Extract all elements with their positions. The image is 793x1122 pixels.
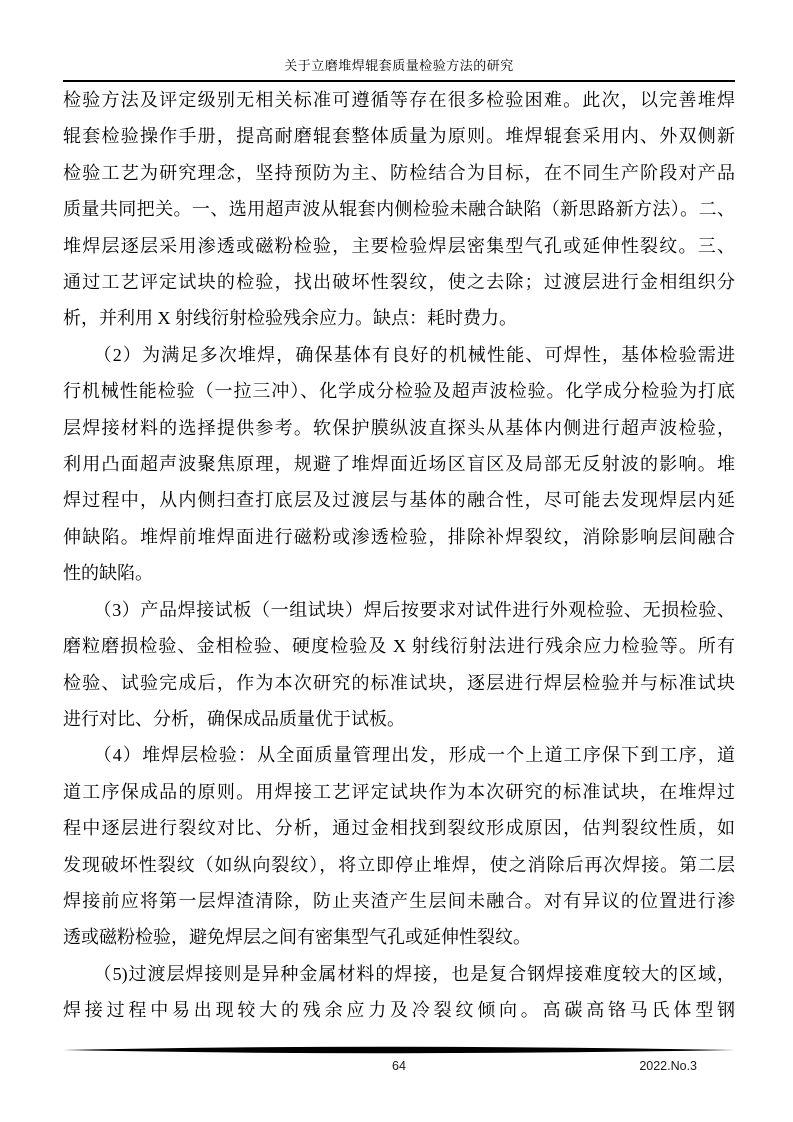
text-line: （3）产品焊接试板（一组试块）焊后按要求对试件进行外观检验、无损检验、 <box>93 599 735 620</box>
text-line: 通过工艺评定试块的检验，找出破坏性裂纹，使之去除；过渡层进行金相组织分 <box>63 272 735 293</box>
paragraph <box>63 82 735 337</box>
text-line: 质量共同把关。一、选用超声波从辊套内侧检验未融合缺陷（新思路新方法）。二、 <box>63 199 735 220</box>
text-line: 透或磁粉检验，避免焊层之间有密集型气孔或延伸性裂纹。 <box>63 927 531 948</box>
text-line: 焊接前应将第一层焊渣清除，防止夹渣产生层间未融合。对有异议的位置进行渗 <box>63 890 735 911</box>
page-footer <box>63 1046 735 1075</box>
document-body <box>63 82 735 1029</box>
text-line: 伸缺陷。堆焊前堆焊面进行磁粉或渗透检验，排除补焊裂纹，消除影响层间融合 <box>63 526 735 547</box>
footer-row <box>63 1057 735 1075</box>
text-line: 性的缺陷。 <box>63 563 153 584</box>
page-header <box>63 0 735 82</box>
text-line: 堆焊层逐层采用渗透或磁粉检验，主要检验焊层密集型气孔或延伸性裂纹。三、 <box>63 235 735 256</box>
text-line: 检验方法及评定级别无相关标准可遵循等存在很多检验困难。此次，以完善堆焊 <box>63 90 735 110</box>
footer-divider <box>63 1046 735 1054</box>
header-title: 关于立磨堆焊辊套质量检验方法的研究 <box>284 58 514 73</box>
issue-label: 2022.No.3 <box>639 1058 697 1073</box>
text-line: （2）为满足多次堆焊，确保基体有良好的机械性能、可焊性，基体检验需进 <box>93 344 735 365</box>
paragraph <box>63 337 735 592</box>
text-line: 磨粒磨损检验、金相检验、硬度检验及 X 射线衍射法进行残余应力检验等。所有 <box>63 636 735 657</box>
paragraph <box>63 737 735 955</box>
text-line: 层焊接材料的选择提供参考。软保护膜纵波直探头从基体内侧进行超声波检验， <box>63 417 735 438</box>
text-line: 焊过程中，从内侧扫查打底层及过渡层与基体的融合性，尽可能去发现焊层内延 <box>63 490 735 511</box>
text-line: 道工序保成品的原则。用焊接工艺评定试块作为本次研究的标准试块，在堆焊过 <box>63 781 735 802</box>
page-number-label: 64 <box>392 1058 406 1073</box>
text-line: 程中逐层进行裂纹对比、分析，通过金相找到裂纹形成原因，估判裂纹性质，如 <box>63 818 735 839</box>
text-line: （5)过渡层焊接则是异种金属材料的焊接，也是复合钢焊接难度较大的区域， <box>93 963 735 984</box>
text-line: 进行对比、分析，确保成品质量优于试板。 <box>63 708 405 729</box>
text-line: 检验、试验完成后，作为本次研究的标准试块，逐层进行焊层检验并与标准试块 <box>63 672 735 693</box>
text-line: 析，并利用 X 射线衍射检验残余应力。缺点：耗时费力。 <box>63 308 517 329</box>
text-line: （4）堆焊层检验：从全面质量管理出发，形成一个上道工序保下到工序，道 <box>93 745 735 766</box>
paragraph <box>63 592 735 738</box>
text-line: 行机械性能检验（一拉三冲）、化学成分检验及超声波检验。化学成分检验为打底 <box>63 381 735 402</box>
text-line: 利用凸面超声波聚焦原理，规避了堆焊面近场区盲区及局部无反射波的影响。堆 <box>63 454 735 475</box>
text-line: 发现破坏性裂纹（如纵向裂纹），将立即停止堆焊，使之消除后再次焊接。第二层 <box>63 854 735 875</box>
text-line: 焊接过程中易出现较大的残余应力及冷裂纹倾向。高碳高铬马氏体型钢 <box>63 1000 735 1021</box>
text-line: 检验工艺为研究理念，坚持预防为主、防检结合为目标，在不同生产阶段对产品 <box>63 162 735 183</box>
text-line: 辊套检验操作手册，提高耐磨辊套整体质量为原则。堆焊辊套采用内、外双侧新 <box>63 126 735 147</box>
paragraph <box>63 956 735 1029</box>
